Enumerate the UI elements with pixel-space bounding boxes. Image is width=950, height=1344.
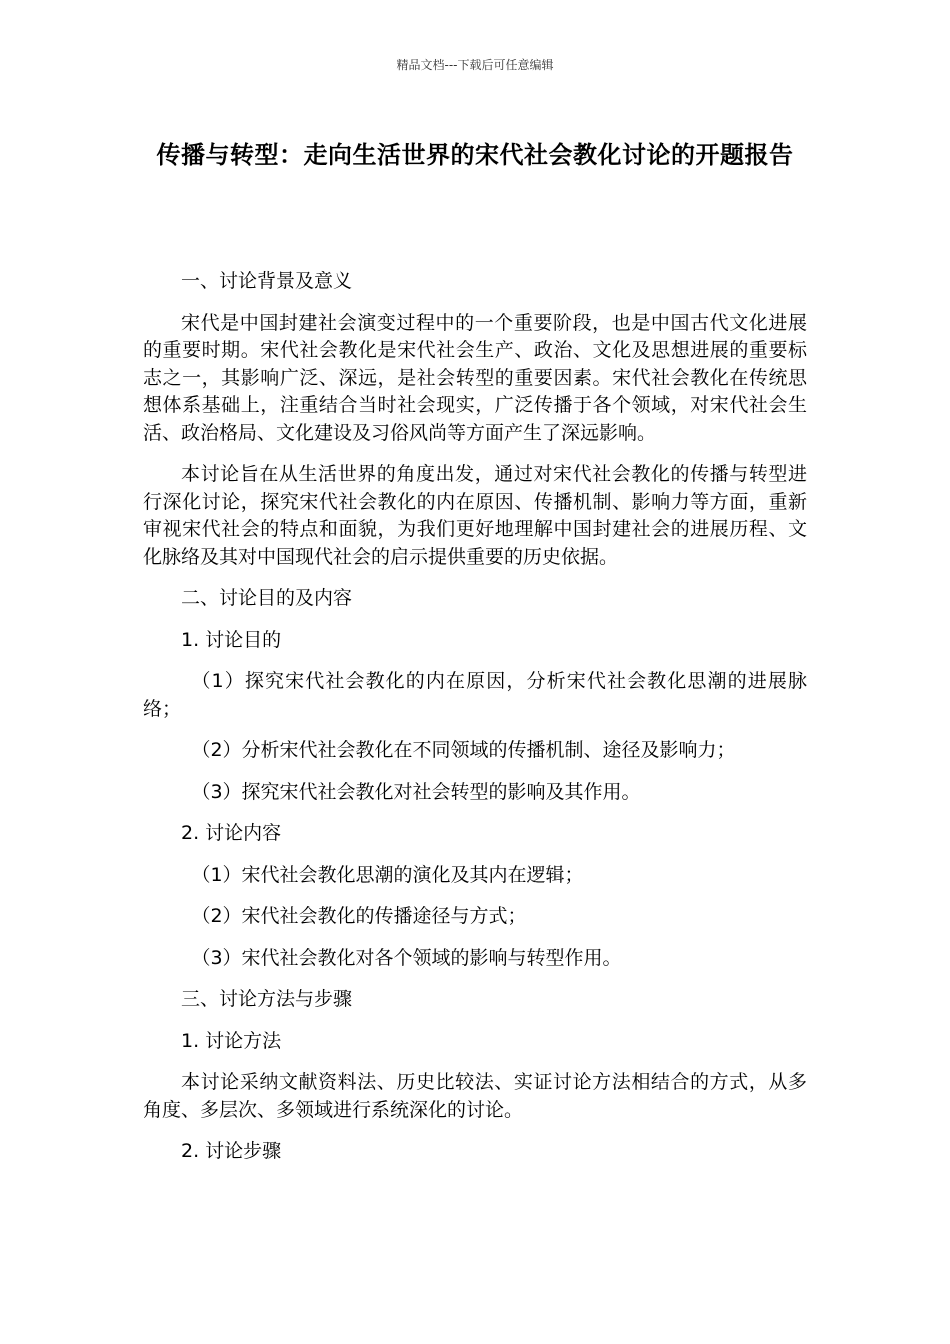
body-paragraph: 本讨论旨在从生活世界的角度出发，通过对宋代社会教化的传播与转型进行深化讨论，探究宋代社会教化的内在原因、传播机制、影响力等方面，重新审视宋代社会的特点和面貌，为我们更好地理解中国封建社会的进展历程、文化脉络及其对中国现代社会的启示提供重要的历史依据。 xyxy=(143,463,807,568)
list-item: （2）分析宋代社会教化在不同领域的传播机制、途径及影响力； xyxy=(191,739,736,761)
document-body xyxy=(143,268,807,1180)
subheading-content: 2. 讨论内容 xyxy=(181,822,282,844)
list-item: （2）宋代社会教化的传播途径与方式； xyxy=(191,905,527,927)
body-paragraph: 宋代是中国封建社会演变过程中的一个重要阶段，也是中国古代文化进展的重要时期。宋代社会教化是宋代社会生产、政治、文化及思想进展的重要标志之一，其影响广泛、深远，是社会转型的重要因素。宋代社会教化在传统思想体系基础上，注重结合当时社会现实，广泛传播于各个领域，对宋代社会生活、政治格局、文化建设及习俗风尚等方面产生了深远影响。 xyxy=(143,311,807,444)
section-heading-purpose: 二、讨论目的及内容 xyxy=(181,587,353,609)
list-item: （3）宋代社会教化对各个领域的影响与转型作用。 xyxy=(191,946,622,969)
subheading-methods: 1. 讨论方法 xyxy=(181,1029,282,1052)
list-item: （1）探究宋代社会教化的内在原因，分析宋代社会教化思潮的进展脉络； xyxy=(143,670,807,720)
subheading-purpose: 1. 讨论目的 xyxy=(181,628,282,651)
section-heading-methods: 三、讨论方法与步骤 xyxy=(181,988,353,1010)
subheading-steps: 2. 讨论步骤 xyxy=(181,1140,282,1162)
list-item: （3）探究宋代社会教化对社会转型的影响及其作用。 xyxy=(191,780,641,803)
body-paragraph: 本讨论采纳文献资料法、历史比较法、实证讨论方法相结合的方式，从多角度、多层次、多领域进行系统深化的讨论。 xyxy=(143,1071,807,1121)
page-header: 精品文档---下载后可任意编辑 xyxy=(396,58,554,72)
list-item: （1）宋代社会教化思潮的演化及其内在逻辑； xyxy=(191,863,584,886)
document-title: 传播与转型：走向生活世界的宋代社会教化讨论的开题报告 xyxy=(156,141,794,169)
section-heading-background: 一、讨论背景及意义 xyxy=(181,270,353,292)
